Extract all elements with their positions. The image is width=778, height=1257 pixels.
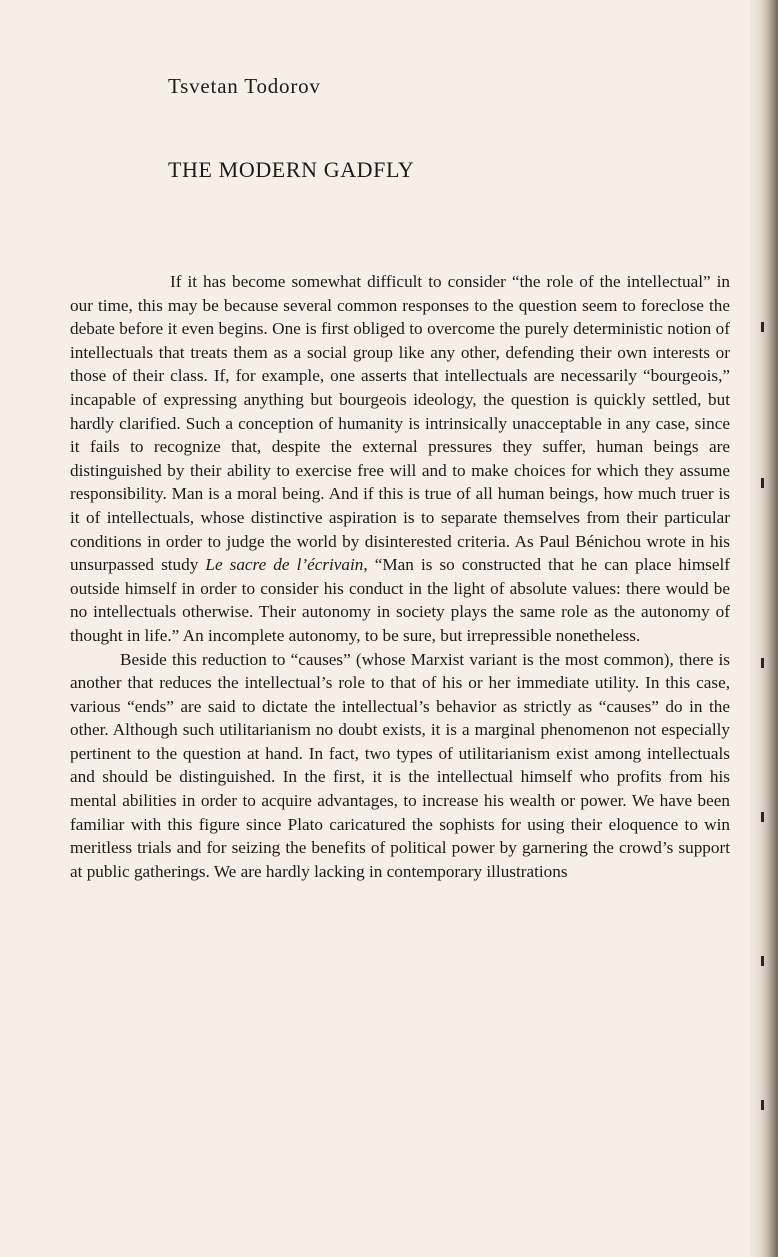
edge-mark <box>761 478 764 488</box>
edge-mark <box>761 658 764 668</box>
book-title: Le sacre de l’écrivain <box>205 555 364 575</box>
body-text <box>70 270 730 883</box>
edge-mark <box>761 1100 764 1110</box>
chapter-title: THE MODERN GADFLY <box>168 157 415 182</box>
paragraph-1-part-1: If it has become somewhat difficult to consider “the role of the intellectual” in our time, this may be because several common responses to the question seem to foreclose the debate before it even begins. One is first obliged to overcome the purely deterministic notion of intellectuals that treats them as a social group like any other, defending their own interests or those of their class. If, for example, one asserts that intellectuals are necessarily “bourgeois,” incapable of expressing anything but bourgeois ideology, the question is quickly settled, but hardly clarified. Such a conception of humanity is intrinsically unacceptable in any case, since it fails to recognize that, despite the external pressures they suffer, human beings are distinguished by their ability to exercise free will and to make choices for which they assume responsibility. Man is a moral being. And if this is true of all human beings, how much truer is it of intellectuals, whose distinctive aspiration is to separate themselves from their particular conditions in order to judge the world by disinterested criteria. As Paul Bénichou wrote in his unsurpassed study <box>70 272 730 575</box>
edge-mark <box>761 812 764 822</box>
page-edge-shadow <box>750 0 778 1257</box>
paragraph-1 <box>70 270 730 648</box>
author-name: Tsvetan Todorov <box>168 74 321 98</box>
paragraph-2: Beside this reduction to “causes” (whose Marxist variant is the most common), there is another that reduces the intellectual’s role to that of his or her immediate utility. In this case, various “ends” are said to dictate the intellectual’s behavior as strictly as “causes” do in the other. Although such utilitarianism no doubt exists, it is a marginal phenomenon not especially pertinent to the question at hand. In fact, two types of utilitarianism exist among intellectuals and should be distinguished. In the first, it is the intellectual himself who profits from his mental abilities in order to acquire advantages, to increase his wealth or power. We have been familiar with this figure since Plato caricatured the sophists for using their eloquence to win meritless trials and for seizing the benefits of political power by garnering the crowd’s support at public gatherings. We are hardly lacking in contemporary illustrations <box>70 649 730 881</box>
edge-mark <box>761 322 764 332</box>
edge-mark <box>761 956 764 966</box>
paragraph-1-part-2: , “Man is so constructed that he can place himself outside himself in order to consider his conduct in the light of absolute values: there would be no intellectuals otherwise. Their autonomy in society plays the same role as the autonomy of thought in life.” An incomplete autonomy, to be sure, but irrepressible nonetheless. <box>70 555 730 645</box>
